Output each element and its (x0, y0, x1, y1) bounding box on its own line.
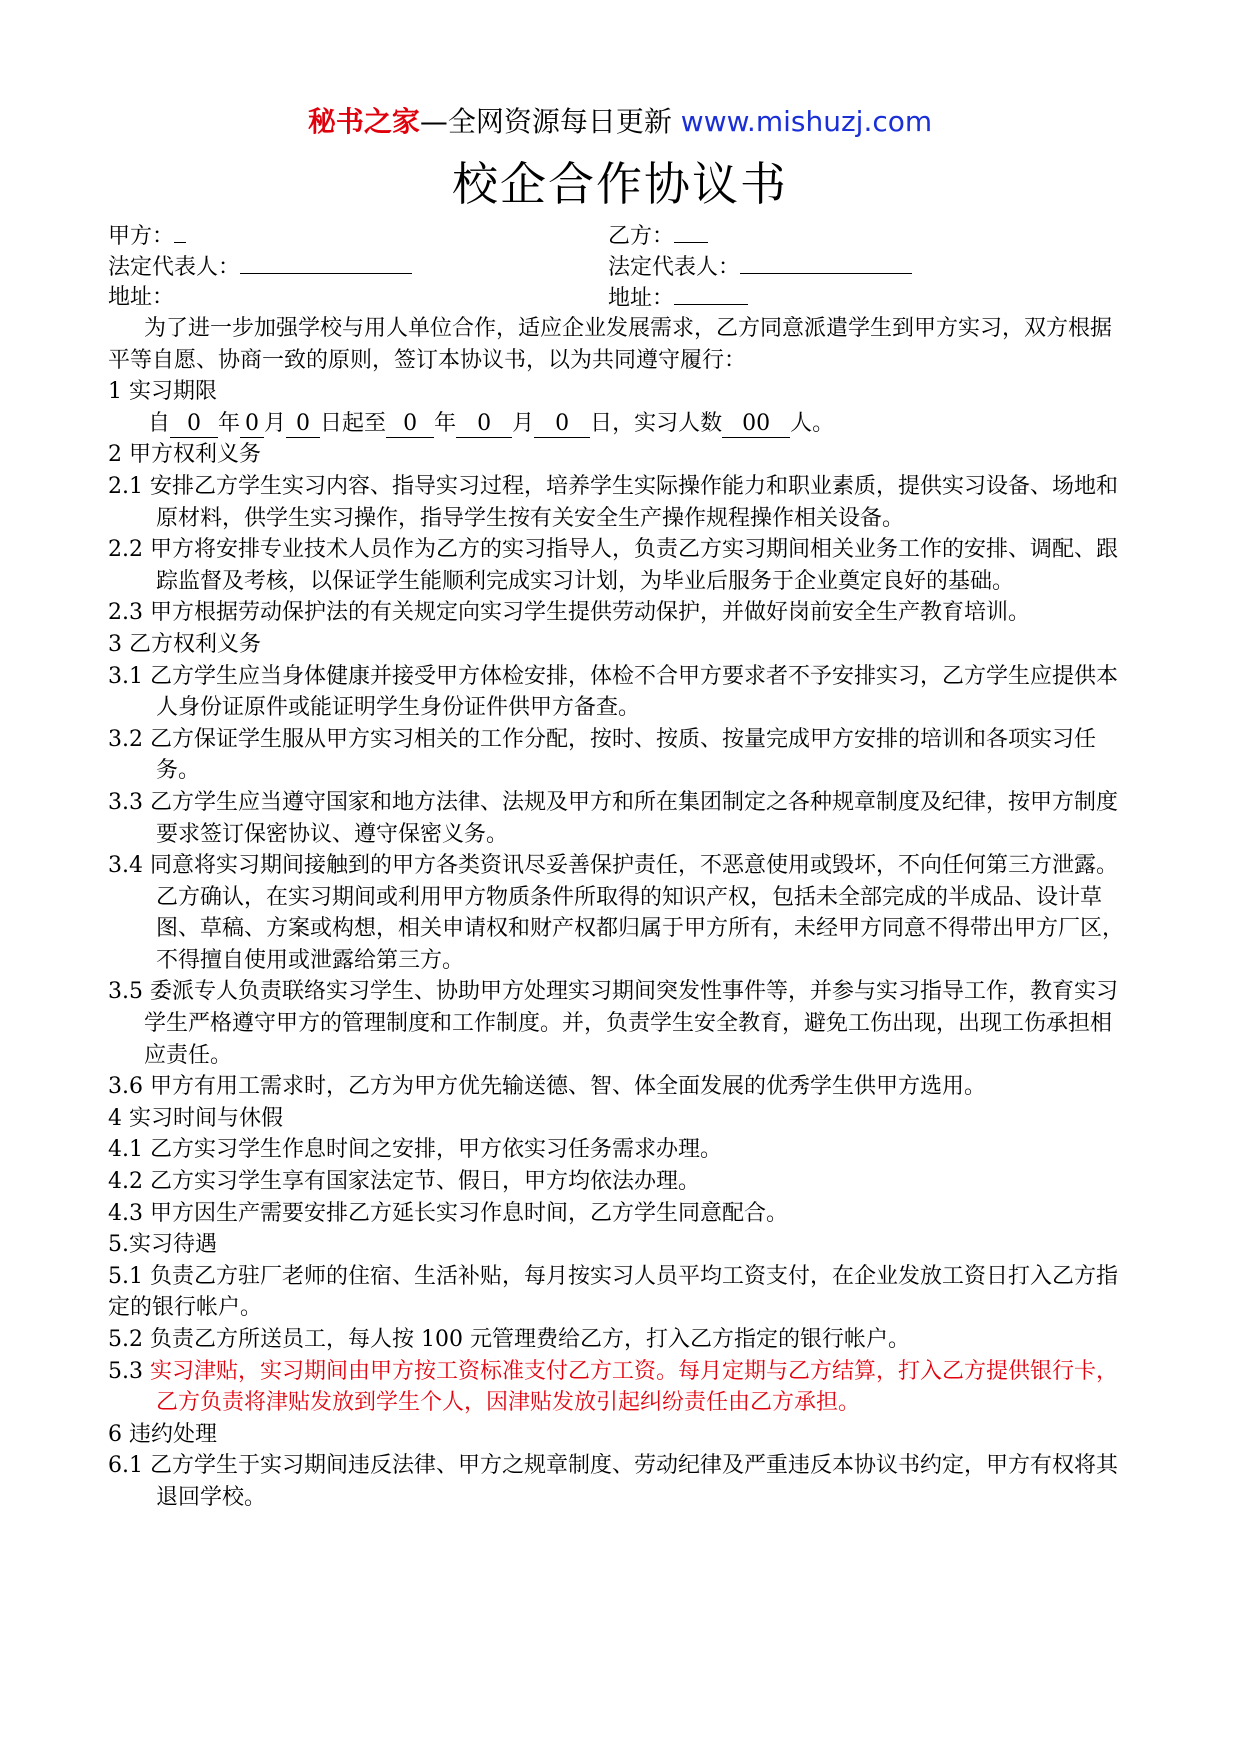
month-label: 月 (264, 410, 287, 436)
clause-3-3: 3.3 乙方学生应当遵守国家和地方法律、法规及甲方和所在集团制定之各种规章制度及纪律，按甲方制度要求签订保密协议、遵守保密义务。 (108, 789, 1118, 847)
clause-3-2: 3.2 乙方保证学生服从甲方实习相关的工作分配，按时、按质、按量完成甲方安排的培训和各项实习任务。 (108, 726, 1096, 784)
section-6-heading: 6 违约处理 (108, 1421, 217, 1447)
clause-6-1: 6.1 乙方学生于实习期间违反法律、甲方之规章制度、劳动纪律及严重违反本协议书约定，甲方有权将其退回学校。 (108, 1453, 1118, 1510)
addr-b-label: 地址： (608, 286, 675, 311)
day-label: 日起至 (320, 410, 387, 436)
party-a-label: 甲方： (108, 224, 175, 249)
start-day-field: 0 (286, 411, 320, 438)
month-label: 月 (512, 410, 535, 436)
banner-slogan: —全网资源每日更新 (419, 105, 672, 138)
end-year-field: 0 (386, 411, 434, 438)
end-month-field: 0 (456, 411, 512, 438)
year-label: 年 (434, 410, 457, 436)
section-5-heading: 5.实习待遇 (108, 1232, 217, 1258)
banner-url-link[interactable]: www.mishuzj.com (680, 105, 933, 138)
section-2-heading: 2 甲方权利义务 (108, 442, 261, 468)
period-prefix: 自 (148, 410, 171, 436)
clause-3-1: 3.1 乙方学生应当身体健康并接受甲方体检安排，体检不合甲方要求者不予安排实习，乙方学生应提供本人身份证原件或能证明学生身份证件供甲方备查。 (108, 663, 1118, 721)
party-a-blank (174, 220, 186, 243)
section-4-heading: 4 实习时间与休假 (108, 1105, 283, 1131)
end-day-field: 0 (534, 411, 590, 438)
rep-b-blank (740, 251, 912, 274)
clause-3-4: 3.4 同意将实习期间接触到的甲方各类资讯尽妥善保护责任，不恶意使用或毁坏，不向任何第三方泄露。乙方确认，在实习期间或利用甲方物质条件所取得的知识产权，包括未全部完成的半成品、设计草图、草稿、方案或构想，相关申请权和财产权都归属于甲方所有，未经甲方同意不得带出甲方厂区，不得擅自使用或泄露给第三方。 (108, 853, 1125, 973)
clause-5-3-number: 5.3 (108, 1358, 150, 1384)
clause-3-6: 3.6 甲方有用工需求时，乙方为甲方优先输送德、智、体全面发展的优秀学生供甲方选用。 (108, 1074, 986, 1100)
clause-5-3-text: 实习津贴，实习期间由甲方按工资标准支付乙方工资。每月定期与乙方结算，打入乙方提供银行卡，乙方负责将津贴发放到学生个人，因津贴发放引起纠纷责任由乙方承担。 (149, 1358, 1118, 1416)
addr-b-blank (674, 282, 748, 305)
clause-5-3 (108, 1356, 1132, 1419)
document-title: 校企合作协议书 (452, 157, 788, 211)
section-1-heading: 1 实习期限 (108, 379, 217, 405)
section-3-heading: 3 乙方权利义务 (108, 631, 261, 657)
rep-a-blank (240, 251, 412, 274)
party-row-address (108, 282, 1132, 313)
party-b-blank (674, 220, 708, 243)
clause-2-1: 2.1 安排乙方学生实习内容、指导实习过程，培养学生实际操作能力和职业素质，提供实习设备、场地和原材料，供学生实习操作，指导学生按有关安全生产操作规程操作相关设备。 (108, 473, 1118, 531)
clause-2-3: 2.3 甲方根据劳动保护法的有关规定向实习学生提供劳动保护，并做好岗前安全生产教育培训。 (108, 600, 1030, 626)
clause-4-1: 4.1 乙方实习学生作息时间之安排，甲方依实习任务需求办理。 (108, 1137, 722, 1163)
start-year-field: 0 (170, 411, 218, 438)
year-label: 年 (218, 410, 241, 436)
banner-brand: 秘书之家 (307, 105, 420, 138)
clause-5-1: 5.1 负责乙方驻厂老师的住宿、生活补贴，每月按实习人员平均工资支付，在企业发放工资日打入乙方指定的银行帐户。 (108, 1263, 1118, 1321)
rep-b-label: 法定代表人： (608, 255, 741, 280)
clause-3-5: 3.5 委派专人负责联络实习学生、协助甲方处理实习期间突发性事件等，并参与实习指导工作，教育实习学生严格遵守甲方的管理制度和工作制度。并，负责学生安全教育，避免工伤出现，出现工伤承担相应责任。 (108, 979, 1118, 1068)
party-row-reps (108, 251, 1132, 282)
clause-5-2: 5.2 负责乙方所送员工，每人按 100 元管理费给乙方，打入乙方指定的银行帐户。 (108, 1327, 910, 1352)
party-b-label: 乙方： (608, 224, 675, 249)
clause-2-2: 2.2 甲方将安排专业技术人员作为乙方的实习指导人，负责乙方实习期间相关业务工作的安排、调配、跟踪监督及考核，以保证学生能顺利完成实习计划，为毕业后服务于企业奠定良好的基础。 (108, 537, 1118, 594)
rep-a-label: 法定代表人： (108, 255, 241, 280)
intern-count-field: 00 (722, 411, 790, 438)
party-row-names (108, 220, 1132, 251)
addr-a-label: 地址： (108, 285, 175, 310)
start-month-field: 0 (240, 411, 264, 438)
clause-4-2: 4.2 乙方实习学生享有国家法定节、假日，甲方均依法办理。 (108, 1169, 700, 1195)
internship-period-line (108, 408, 1132, 440)
site-banner (108, 100, 1132, 144)
period-suffix: 人。 (790, 410, 835, 436)
intro-paragraph: 为了进一步加强学校与用人单位合作，适应企业发展需求，乙方同意派遣学生到甲方实习，双方根据平等自愿、协商一致的原则，签订本协议书，以为共同遵守履行： (108, 316, 1113, 373)
clause-4-3: 4.3 甲方因生产需要安排乙方延长实习作息时间，乙方学生同意配合。 (108, 1200, 788, 1226)
count-label: 日，实习人数 (590, 410, 723, 436)
